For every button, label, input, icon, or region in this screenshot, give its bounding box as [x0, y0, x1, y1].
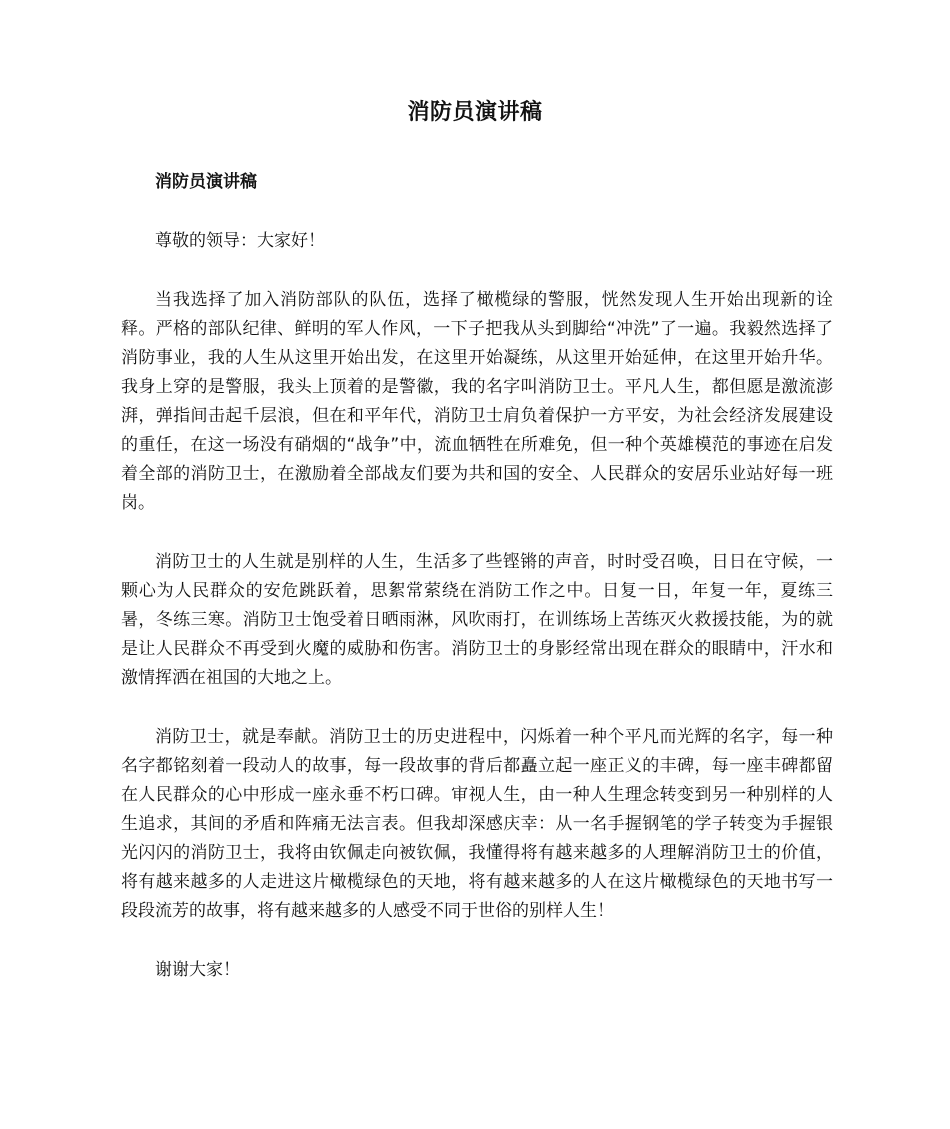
closing-paragraph: 谢谢大家！ — [155, 960, 240, 980]
document-title: 消防员演讲稿 — [407, 100, 543, 125]
greeting-paragraph: 尊敬的领导：大家好！ — [155, 231, 325, 251]
body-paragraph: 消防卫士，就是奉献。消防卫士的历史进程中，闪烁着一种个平凡而光辉的名字，每一种名字都铭刻着一段动人的故事，每一段故事的背后都矗立起一座正义的丰碑，每一座丰碑都留在人民群众的心中形成一座永垂不朽口碑。审视人生，由一种人生理念转变到另一种别样的人生追求，其间的矛盾和阵痛无法言表。但我却深感庆幸：从一名手握钢笔的学子转变为手握银光闪闪的消防卫士，我将由钦佩走向被钦佩，我懂得将有越来越多的人理解消防卫士的价值，将有越来越多的人走进这片橄榄绿色的天地，将有越来越多的人在这片橄榄绿色的天地书写一段段流芳的故事，将有越来越多的人感受不同于世俗的别样人生！ — [121, 727, 833, 921]
body-paragraph: 消防卫士的人生就是别样的人生，生活多了些铿锵的声音，时时受召唤，日日在守候，一颗心为人民群众的安危跳跃着，思絮常萦绕在消防工作之中。日复一日，年复一年，夏练三暑，冬练三寒。消防卫士饱受着日晒雨淋，风吹雨打，在训练场上苦练灭火救援技能，为的就是让人民群众不再受到火魔的威胁和伤害。消防卫士的身影经常出现在群众的眼睛中，汗水和激情挥洒在祖国的大地之上。 — [121, 552, 833, 688]
document-subtitle: 消防员演讲稿 — [155, 172, 257, 192]
document-body — [121, 168, 833, 1015]
body-paragraph: 当我选择了加入消防部队的队伍，选择了橄榄绿的警服，恍然发现人生开始出现新的诠释。严格的部队纪律、鲜明的军人作风，一下子把我从头到脚给“冲洗”了一遍。我毅然选择了消防事业，我的人生从这里开始出发，在这里开始凝练，从这里开始延伸，在这里开始升华。我身上穿的是警服，我头上顶着的是警徽，我的名字叫消防卫士。平凡人生，都但愿是激流澎湃，弹指间击起千层浪，但在和平年代，消防卫士肩负着保护一方平安，为社会经济发展建设的重任，在这一场没有硝烟的“战争”中，流血牺牲在所难免，但一种个英雄模范的事迹在启发着全部的消防卫士，在激励着全部战友们要为共和国的安全、人民群众的安居乐业站好每一班岗。 — [121, 290, 833, 513]
